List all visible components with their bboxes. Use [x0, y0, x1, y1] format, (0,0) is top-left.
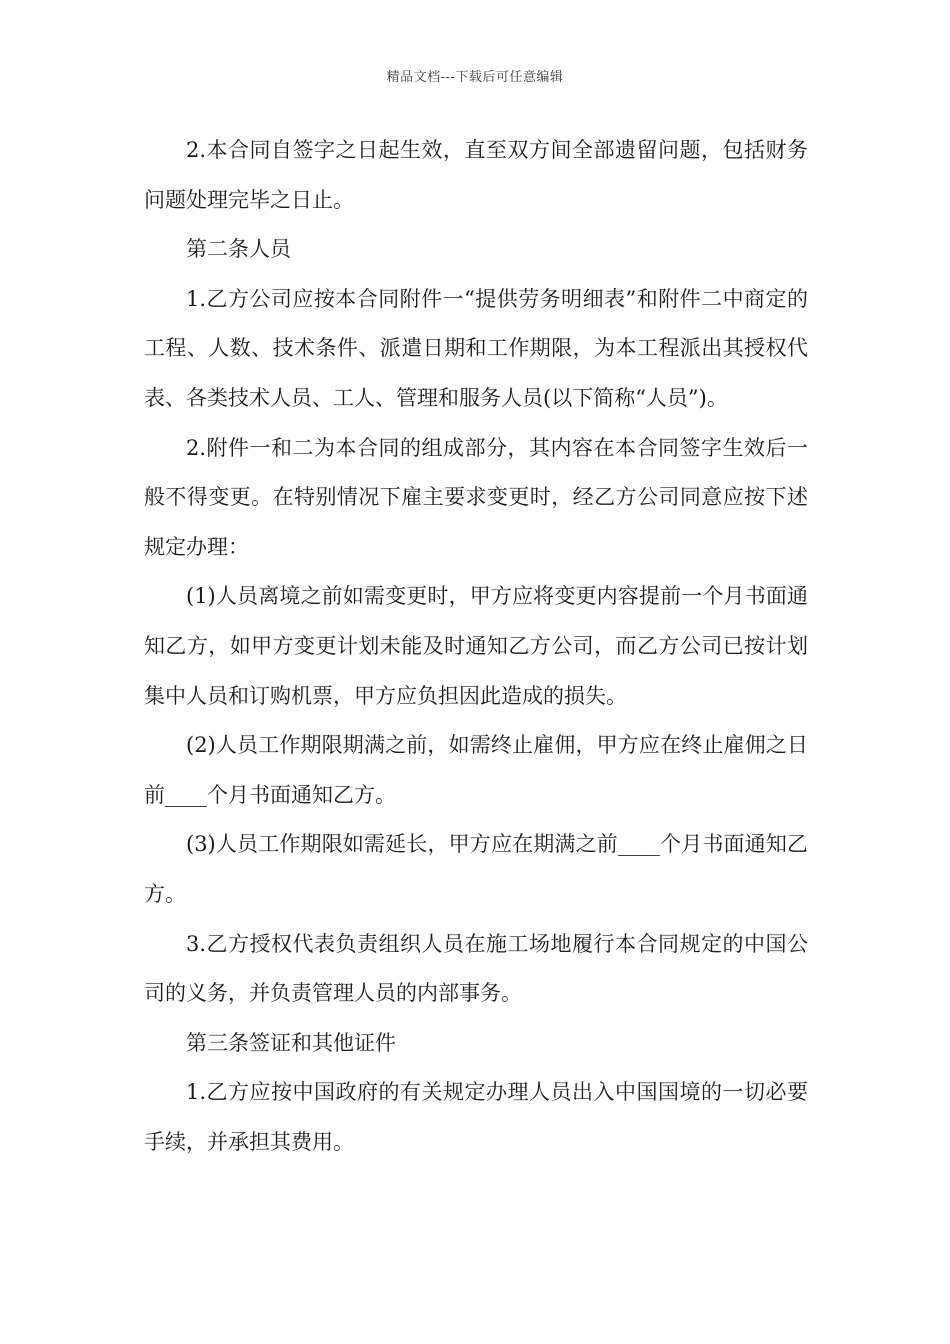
page-header: 精品文档---下载后可任意编辑 — [386, 70, 564, 85]
paragraph-visa-1: 1.乙方应按中国政府的有关规定办理人员出入中国国境的一切必要手续，并承担其费用。 — [144, 1080, 808, 1154]
paragraph-personnel-1: 1.乙方公司应按本合同附件一“提供劳务明细表”和附件二中商定的工程、人数、技术条件、派遣日期和工作期限，为本工程派出其授权代表、各类技术人员、工人、管理和服务人员(以下简称“人员”)。 — [144, 286, 808, 410]
paragraph-personnel-3: 3.乙方授权代表负责组织人员在施工场地履行本合同规定的中国公司的义务，并负责管理人员的内部事务。 — [144, 931, 808, 1006]
paragraph-clause-1: (1)人员离境之前如需变更时，甲方应将变更内容提前一个月书面通知乙方，如甲方变更计划未能及时通知乙方公司，而乙方公司已按计划集中人员和订购机票，甲方应负担因此造成的损失。 — [144, 584, 808, 708]
section-heading-personnel: 第二条人员 — [186, 237, 291, 262]
paragraph-clause-3: (3)人员工作期限如需延长，甲方应在期满之前____个月书面通知乙方。 — [144, 832, 808, 906]
document-body — [144, 126, 808, 1167]
paragraph-effective-date: 2.本合同自签字之日起生效，直至双方间全部遗留问题，包括财务问题处理完毕之日止。 — [144, 138, 808, 212]
paragraph-clause-2: (2)人员工作期限期满之前，如需终止雇佣，甲方应在终止雇佣之日前____个月书面通知乙方。 — [144, 733, 808, 807]
paragraph-personnel-2: 2.附件一和二为本合同的组成部分，其内容在本合同签字生效后一般不得变更。在特别情况下雇主要求变更时，经乙方公司同意应按下述规定办理： — [144, 435, 808, 559]
section-heading-visa: 第三条签证和其他证件 — [186, 1030, 396, 1055]
